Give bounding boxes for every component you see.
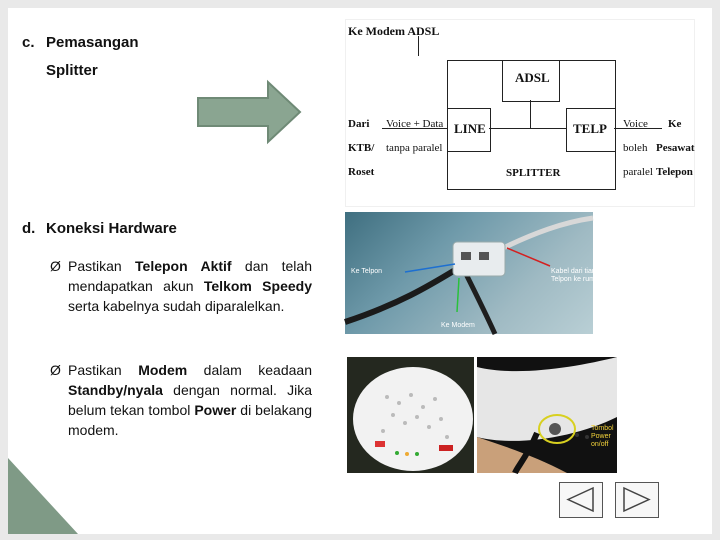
adsl-splitter-diagram	[345, 19, 695, 207]
next-slide-button[interactable]	[615, 482, 659, 518]
adsl-label: ADSL	[515, 70, 550, 85]
output-label-3: paralel	[623, 166, 653, 178]
caption-onoff: on/off	[591, 441, 609, 448]
bullet-arrow-icon: Ø	[50, 362, 61, 378]
section-c-heading: c. Pemasangan	[22, 34, 139, 51]
telp-label: TELP	[573, 121, 607, 136]
triangle-left-icon	[560, 483, 601, 516]
modem-wire	[418, 36, 419, 56]
input-label-1: Voice + Data	[386, 118, 444, 130]
bullet-arrow-icon: Ø	[50, 258, 61, 274]
right-label-1: Ke	[668, 118, 682, 130]
input-label-2: tanpa paralel	[386, 142, 443, 154]
right-arrow-icon	[196, 80, 304, 144]
diagram-title: Ke Modem ADSL	[348, 24, 440, 38]
adsl-connector	[530, 100, 531, 128]
left-label-2: KTB/	[348, 142, 375, 154]
caption-ke-modem: Ke Modem	[441, 322, 475, 329]
slide	[8, 8, 712, 534]
caption-kabel-1: Kabel dari tiang	[551, 268, 600, 275]
left-label-1: Dari	[348, 118, 370, 130]
triangle-right-icon	[616, 483, 657, 516]
caption-kabel-2: Telpon ke rumah	[551, 276, 603, 283]
output-label-2: boleh	[623, 142, 648, 154]
output-label-1: Voice	[623, 118, 648, 130]
splitter-label: SPLITTER	[506, 167, 561, 179]
section-c-heading-line2: Splitter	[46, 62, 98, 79]
splitter-photo	[345, 212, 603, 334]
modem-photo	[347, 357, 474, 473]
bullet-modem: Ø Pastikan Modem dalam keadaan Standby/nyala dengan normal. Jika belum tekan tombol Power di belakang modem.	[50, 362, 312, 438]
section-d-heading: d. Koneksi Hardware	[22, 220, 177, 237]
line-to-telp-connector	[489, 128, 566, 129]
previous-slide-button[interactable]	[559, 482, 603, 518]
right-label-2: Pesawat	[656, 142, 695, 154]
bullet-telepon: Ø Pastikan Telepon Aktif dan telah mendapatkan akun Telkom Speedy serta kabelnya sudah diparalelkan.	[50, 258, 312, 314]
power-button-photo	[477, 357, 617, 473]
left-label-3: Roset	[348, 166, 375, 178]
caption-power: Power	[591, 433, 611, 440]
line-label: LINE	[454, 121, 486, 136]
corner-decoration	[8, 458, 78, 534]
right-label-3: Telepon	[656, 166, 693, 178]
caption-tombol: Tombol	[591, 425, 614, 432]
caption-ke-telpon: Ke Telpon	[351, 268, 383, 275]
